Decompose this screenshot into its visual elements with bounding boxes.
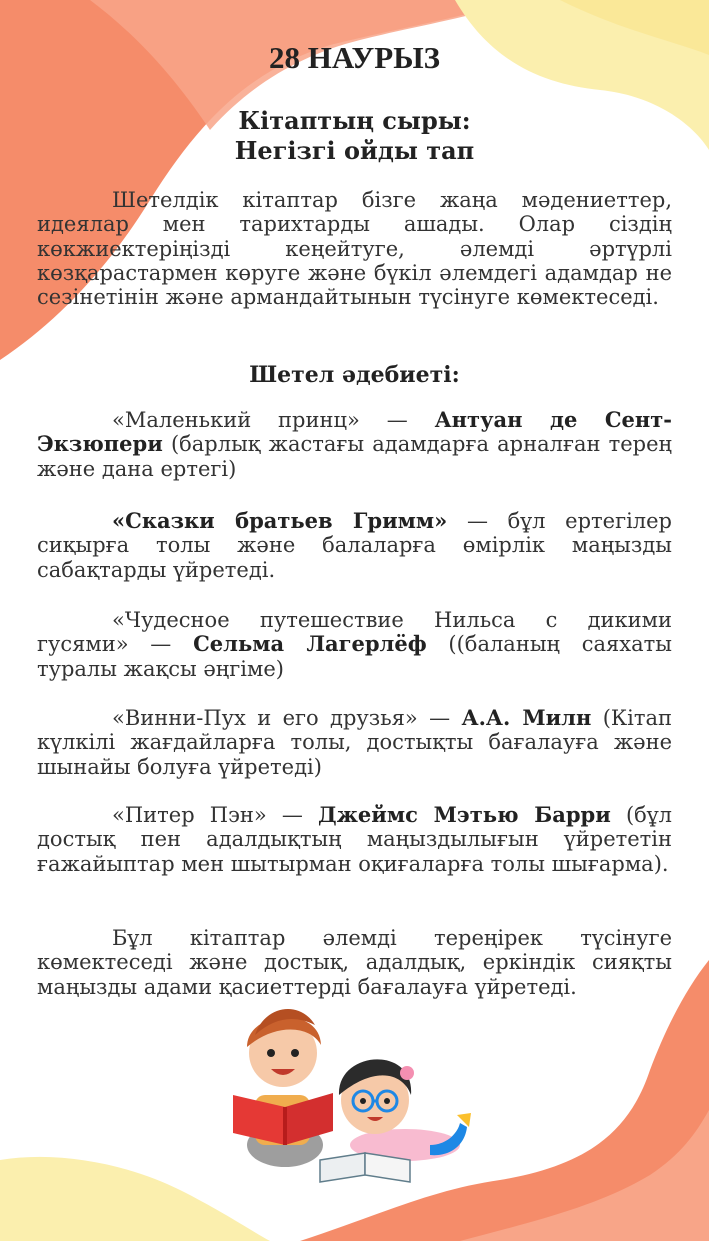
dash: — [128,632,194,657]
page-title [37,106,672,166]
book-title: «Винни-Пух и его друзья» [112,706,418,730]
title-line-2: Негізгі ойды тап [234,136,475,165]
book-entry-3 [37,608,672,681]
book-author: Джеймс Мэтью Барри [318,802,611,827]
book-note: ((баланың саяхаты туралы жақсы әңгіме) [37,632,672,681]
book-note: (Кітап күлкілі жағдайларға толы, достықты бағалауға және шынайы болуға үйретеді) [37,706,673,779]
book-author: Антуан де Сент-Экзюпери [37,407,673,457]
book-note: (барлық жастағы адамдарға арналған терең және дана ертегі) [37,432,672,481]
book-author: А.А. Милн [461,705,592,730]
book-entry-5 [37,803,672,876]
dash: — [417,706,462,730]
book-entry-2 [37,509,672,582]
book-title: «Чудесное путешествие Нильса с дикими гусями» [37,608,672,657]
book-author: Сельма Лагерлёф [193,631,427,657]
book-note: (бұл достық пен адалдықтың маңыздылығын үйрететін ғажайыптар мен шытырман оқиғаларға толы шығарма). [37,803,672,876]
book-entry-4 [37,706,672,779]
book-entry-1 [37,408,672,481]
dash: — [359,408,435,432]
dash: — [266,803,319,827]
dash: — [447,509,508,533]
book-title: «Питер Пэн» [112,803,267,827]
title-line-1: Кітаптың сыры: [238,106,471,135]
book-title: «Маленький принц» [112,408,360,432]
page-date: 28 НАУРЫЗ [268,40,440,75]
book-note: бұл ертегілер сиқырға толы және балаларға өмірлік маңызды сабақтарды үйретеді. [37,509,672,582]
section-heading: Шетел әдебиеті: [249,362,460,388]
intro-paragraph: Шетелдік кітаптар бізге жаңа мәдениеттер, идеялар мен тарихтарды ашады. Олар сіздің көкжиектеріңізді кеңейтуге, әлемді әртүрлі көзқарастармен көруге және бүкіл әлемдегі адамдар не сезінетінін және армандайтынын түсінуге көмектеседі. [37,188,672,310]
conclusion-paragraph: Бұл кітаптар әлемді тереңірек түсінуге көмектеседі және достық, адалдық, еркіндік сияқты маңызды адами қасиеттерді бағалауға үйретеді. [37,926,672,999]
book-title: «Сказки братьев Гримм» [112,508,448,533]
children-reading-illustration [225,995,475,1195]
